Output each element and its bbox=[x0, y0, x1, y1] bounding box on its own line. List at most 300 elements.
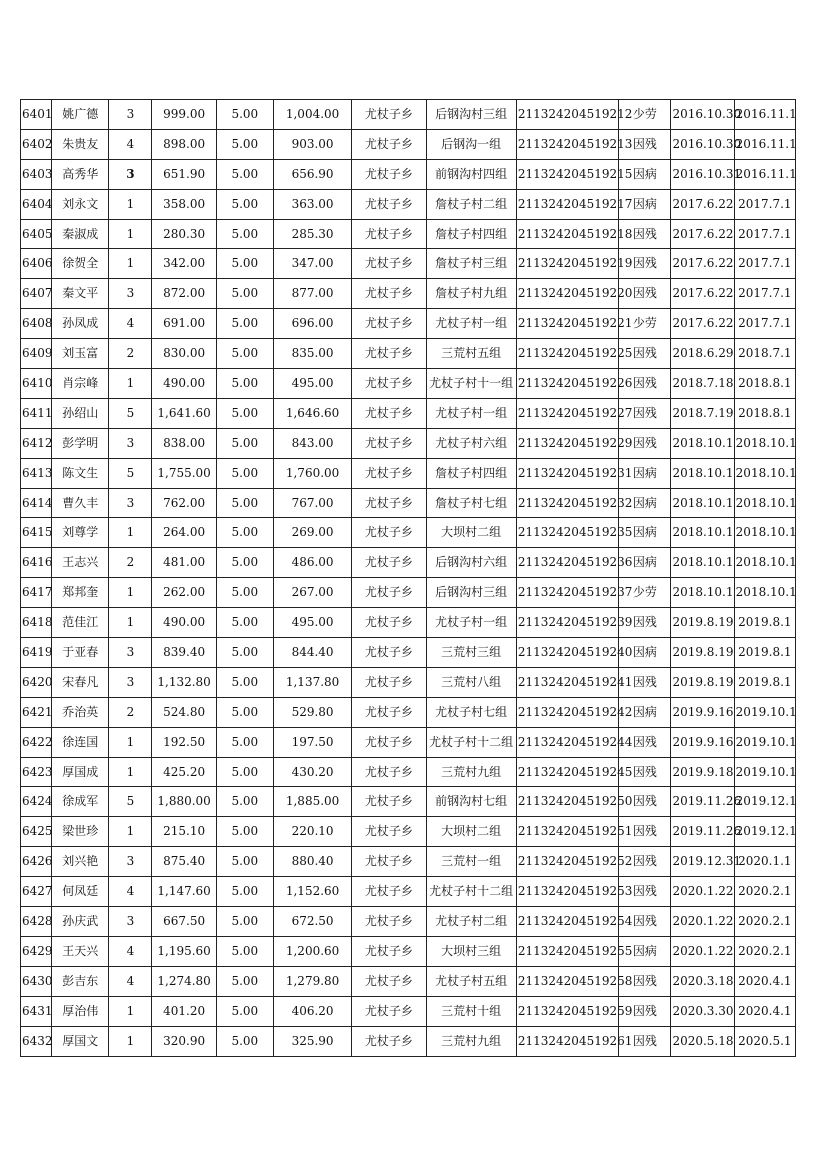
start-date-cell: 2020.5.1 bbox=[734, 1026, 795, 1056]
reason-cell: 因残 bbox=[619, 847, 671, 877]
monthly-amount-cell: 875.40 bbox=[152, 847, 216, 877]
row-index-cell: 6427 bbox=[21, 877, 52, 907]
total-amount-cell: 406.20 bbox=[273, 996, 351, 1026]
extra-amount-cell: 5.00 bbox=[216, 966, 273, 996]
village-group-cell: 大坝村三组 bbox=[426, 936, 516, 966]
household-size-cell: 5 bbox=[109, 398, 152, 428]
monthly-amount-cell: 215.10 bbox=[152, 817, 216, 847]
approval-date-cell: 2020.3.30 bbox=[671, 996, 734, 1026]
record-id-cell: 211324204519232 bbox=[516, 488, 618, 518]
start-date-cell: 2020.2.1 bbox=[734, 936, 795, 966]
household-size-cell: 3 bbox=[109, 428, 152, 458]
reason-cell: 因残 bbox=[619, 907, 671, 937]
household-size-cell: 1 bbox=[109, 249, 152, 279]
village-group-cell: 尤杖子村一组 bbox=[426, 398, 516, 428]
total-amount-cell: 529.80 bbox=[273, 697, 351, 727]
reason-cell: 少劳 bbox=[619, 578, 671, 608]
monthly-amount-cell: 192.50 bbox=[152, 727, 216, 757]
record-id-cell: 211324204519226 bbox=[516, 369, 618, 399]
start-date-cell: 2017.7.1 bbox=[734, 279, 795, 309]
row-index-cell: 6419 bbox=[21, 638, 52, 668]
extra-amount-cell: 5.00 bbox=[216, 608, 273, 638]
record-id-cell: 211324204519215 bbox=[516, 159, 618, 189]
approval-date-cell: 2017.6.22 bbox=[671, 189, 734, 219]
extra-amount-cell: 5.00 bbox=[216, 279, 273, 309]
monthly-amount-cell: 1,880.00 bbox=[152, 787, 216, 817]
start-date-cell: 2019.8.1 bbox=[734, 667, 795, 697]
row-index-cell: 6423 bbox=[21, 757, 52, 787]
township-cell: 尤杖子乡 bbox=[352, 966, 426, 996]
row-index-cell: 6431 bbox=[21, 996, 52, 1026]
record-id-cell: 211324204519258 bbox=[516, 966, 618, 996]
person-name-cell: 郑邦奎 bbox=[52, 578, 109, 608]
township-cell: 尤杖子乡 bbox=[352, 309, 426, 339]
extra-amount-cell: 5.00 bbox=[216, 249, 273, 279]
total-amount-cell: 656.90 bbox=[273, 159, 351, 189]
reason-cell: 因残 bbox=[619, 279, 671, 309]
monthly-amount-cell: 524.80 bbox=[152, 697, 216, 727]
record-id-cell: 211324204519253 bbox=[516, 877, 618, 907]
total-amount-cell: 486.00 bbox=[273, 548, 351, 578]
total-amount-cell: 197.50 bbox=[273, 727, 351, 757]
approval-date-cell: 2018.10.1 bbox=[671, 578, 734, 608]
extra-amount-cell: 5.00 bbox=[216, 518, 273, 548]
township-cell: 尤杖子乡 bbox=[352, 398, 426, 428]
person-name-cell: 朱贵友 bbox=[52, 129, 109, 159]
village-group-cell: 尤杖子村六组 bbox=[426, 428, 516, 458]
row-index-cell: 6429 bbox=[21, 936, 52, 966]
record-id-cell: 211324204519254 bbox=[516, 907, 618, 937]
village-group-cell: 大坝村二组 bbox=[426, 817, 516, 847]
total-amount-cell: 835.00 bbox=[273, 339, 351, 369]
table-row bbox=[21, 548, 796, 578]
row-index-cell: 6405 bbox=[21, 219, 52, 249]
extra-amount-cell: 5.00 bbox=[216, 727, 273, 757]
person-name-cell: 孙凤成 bbox=[52, 309, 109, 339]
reason-cell: 因残 bbox=[619, 1026, 671, 1056]
village-group-cell: 三荒村九组 bbox=[426, 1026, 516, 1056]
row-index-cell: 6409 bbox=[21, 339, 52, 369]
village-group-cell: 詹杖子村九组 bbox=[426, 279, 516, 309]
record-id-cell: 211324204519236 bbox=[516, 548, 618, 578]
person-name-cell: 于亚春 bbox=[52, 638, 109, 668]
monthly-amount-cell: 320.90 bbox=[152, 1026, 216, 1056]
approval-date-cell: 2016.10.30 bbox=[671, 129, 734, 159]
record-id-cell: 211324204519250 bbox=[516, 787, 618, 817]
township-cell: 尤杖子乡 bbox=[352, 189, 426, 219]
household-size-cell: 2 bbox=[109, 548, 152, 578]
person-name-cell: 曹久丰 bbox=[52, 488, 109, 518]
reason-cell: 因病 bbox=[619, 488, 671, 518]
start-date-cell: 2019.8.1 bbox=[734, 608, 795, 638]
monthly-amount-cell: 651.90 bbox=[152, 159, 216, 189]
extra-amount-cell: 5.00 bbox=[216, 189, 273, 219]
monthly-amount-cell: 999.00 bbox=[152, 100, 216, 130]
total-amount-cell: 880.40 bbox=[273, 847, 351, 877]
township-cell: 尤杖子乡 bbox=[352, 369, 426, 399]
monthly-amount-cell: 839.40 bbox=[152, 638, 216, 668]
start-date-cell: 2019.10.1 bbox=[734, 697, 795, 727]
record-id-cell: 211324204519237 bbox=[516, 578, 618, 608]
reason-cell: 因病 bbox=[619, 518, 671, 548]
township-cell: 尤杖子乡 bbox=[352, 548, 426, 578]
person-name-cell: 刘兴艳 bbox=[52, 847, 109, 877]
start-date-cell: 2018.7.1 bbox=[734, 339, 795, 369]
monthly-amount-cell: 490.00 bbox=[152, 369, 216, 399]
total-amount-cell: 430.20 bbox=[273, 757, 351, 787]
person-name-cell: 何凤廷 bbox=[52, 877, 109, 907]
table-row bbox=[21, 608, 796, 638]
monthly-amount-cell: 691.00 bbox=[152, 309, 216, 339]
village-group-cell: 尤杖子村五组 bbox=[426, 966, 516, 996]
reason-cell: 因病 bbox=[619, 458, 671, 488]
person-name-cell: 彭吉东 bbox=[52, 966, 109, 996]
row-index-cell: 6420 bbox=[21, 667, 52, 697]
start-date-cell: 2016.11.1 bbox=[734, 100, 795, 130]
household-size-cell: 1 bbox=[109, 518, 152, 548]
approval-date-cell: 2020.1.22 bbox=[671, 907, 734, 937]
person-name-cell: 徐贺全 bbox=[52, 249, 109, 279]
township-cell: 尤杖子乡 bbox=[352, 578, 426, 608]
monthly-amount-cell: 262.00 bbox=[152, 578, 216, 608]
approval-date-cell: 2017.6.22 bbox=[671, 309, 734, 339]
extra-amount-cell: 5.00 bbox=[216, 458, 273, 488]
record-id-cell: 211324204519261 bbox=[516, 1026, 618, 1056]
reason-cell: 因残 bbox=[619, 219, 671, 249]
table-row bbox=[21, 309, 796, 339]
record-id-cell: 211324204519229 bbox=[516, 428, 618, 458]
village-group-cell: 后钢沟村三组 bbox=[426, 100, 516, 130]
extra-amount-cell: 5.00 bbox=[216, 757, 273, 787]
township-cell: 尤杖子乡 bbox=[352, 428, 426, 458]
table-row bbox=[21, 877, 796, 907]
person-name-cell: 徐连国 bbox=[52, 727, 109, 757]
start-date-cell: 2017.7.1 bbox=[734, 309, 795, 339]
household-size-cell: 3 bbox=[109, 159, 152, 189]
record-id-cell: 211324204519212 bbox=[516, 100, 618, 130]
extra-amount-cell: 5.00 bbox=[216, 398, 273, 428]
village-group-cell: 三荒村八组 bbox=[426, 667, 516, 697]
total-amount-cell: 363.00 bbox=[273, 189, 351, 219]
extra-amount-cell: 5.00 bbox=[216, 100, 273, 130]
table-row bbox=[21, 1026, 796, 1056]
table-row bbox=[21, 996, 796, 1026]
village-group-cell: 詹杖子村四组 bbox=[426, 219, 516, 249]
person-name-cell: 王志兴 bbox=[52, 548, 109, 578]
table-row bbox=[21, 488, 796, 518]
household-size-cell: 3 bbox=[109, 638, 152, 668]
household-size-cell: 1 bbox=[109, 189, 152, 219]
monthly-amount-cell: 425.20 bbox=[152, 757, 216, 787]
monthly-amount-cell: 490.00 bbox=[152, 608, 216, 638]
village-group-cell: 尤杖子村一组 bbox=[426, 608, 516, 638]
total-amount-cell: 220.10 bbox=[273, 817, 351, 847]
record-id-cell: 211324204519241 bbox=[516, 667, 618, 697]
township-cell: 尤杖子乡 bbox=[352, 129, 426, 159]
household-size-cell: 3 bbox=[109, 667, 152, 697]
approval-date-cell: 2017.6.22 bbox=[671, 219, 734, 249]
row-index-cell: 6428 bbox=[21, 907, 52, 937]
approval-date-cell: 2019.8.19 bbox=[671, 638, 734, 668]
row-index-cell: 6415 bbox=[21, 518, 52, 548]
row-index-cell: 6432 bbox=[21, 1026, 52, 1056]
extra-amount-cell: 5.00 bbox=[216, 697, 273, 727]
start-date-cell: 2018.8.1 bbox=[734, 369, 795, 399]
township-cell: 尤杖子乡 bbox=[352, 100, 426, 130]
village-group-cell: 尤杖子村十一组 bbox=[426, 369, 516, 399]
household-size-cell: 3 bbox=[109, 907, 152, 937]
approval-date-cell: 2019.9.16 bbox=[671, 697, 734, 727]
township-cell: 尤杖子乡 bbox=[352, 907, 426, 937]
start-date-cell: 2016.11.1 bbox=[734, 159, 795, 189]
row-index-cell: 6408 bbox=[21, 309, 52, 339]
village-group-cell: 三荒村九组 bbox=[426, 757, 516, 787]
village-group-cell: 詹杖子村七组 bbox=[426, 488, 516, 518]
reason-cell: 因残 bbox=[619, 787, 671, 817]
household-size-cell: 1 bbox=[109, 578, 152, 608]
person-name-cell: 高秀华 bbox=[52, 159, 109, 189]
record-id-cell: 211324204519252 bbox=[516, 847, 618, 877]
township-cell: 尤杖子乡 bbox=[352, 697, 426, 727]
total-amount-cell: 347.00 bbox=[273, 249, 351, 279]
extra-amount-cell: 5.00 bbox=[216, 548, 273, 578]
start-date-cell: 2017.7.1 bbox=[734, 249, 795, 279]
village-group-cell: 詹杖子村三组 bbox=[426, 249, 516, 279]
total-amount-cell: 325.90 bbox=[273, 1026, 351, 1056]
table-row bbox=[21, 638, 796, 668]
extra-amount-cell: 5.00 bbox=[216, 428, 273, 458]
extra-amount-cell: 5.00 bbox=[216, 847, 273, 877]
total-amount-cell: 1,885.00 bbox=[273, 787, 351, 817]
village-group-cell: 尤杖子村七组 bbox=[426, 697, 516, 727]
start-date-cell: 2018.10.1 bbox=[734, 518, 795, 548]
extra-amount-cell: 5.00 bbox=[216, 219, 273, 249]
person-name-cell: 刘永文 bbox=[52, 189, 109, 219]
start-date-cell: 2020.2.1 bbox=[734, 877, 795, 907]
row-index-cell: 6426 bbox=[21, 847, 52, 877]
start-date-cell: 2018.10.1 bbox=[734, 458, 795, 488]
extra-amount-cell: 5.00 bbox=[216, 309, 273, 339]
record-id-cell: 211324204519220 bbox=[516, 279, 618, 309]
row-index-cell: 6422 bbox=[21, 727, 52, 757]
start-date-cell: 2020.4.1 bbox=[734, 966, 795, 996]
record-id-cell: 211324204519219 bbox=[516, 249, 618, 279]
approval-date-cell: 2019.8.19 bbox=[671, 667, 734, 697]
household-size-cell: 4 bbox=[109, 309, 152, 339]
approval-date-cell: 2019.8.19 bbox=[671, 608, 734, 638]
village-group-cell: 尤杖子村十二组 bbox=[426, 727, 516, 757]
total-amount-cell: 285.30 bbox=[273, 219, 351, 249]
extra-amount-cell: 5.00 bbox=[216, 936, 273, 966]
person-name-cell: 梁世珍 bbox=[52, 817, 109, 847]
household-size-cell: 5 bbox=[109, 787, 152, 817]
village-group-cell: 大坝村二组 bbox=[426, 518, 516, 548]
table-row bbox=[21, 219, 796, 249]
reason-cell: 因残 bbox=[619, 757, 671, 787]
reason-cell: 因残 bbox=[619, 339, 671, 369]
approval-date-cell: 2020.1.22 bbox=[671, 936, 734, 966]
row-index-cell: 6421 bbox=[21, 697, 52, 727]
table-row bbox=[21, 279, 796, 309]
reason-cell: 因残 bbox=[619, 369, 671, 399]
reason-cell: 少劳 bbox=[619, 100, 671, 130]
row-index-cell: 6404 bbox=[21, 189, 52, 219]
household-size-cell: 1 bbox=[109, 1026, 152, 1056]
total-amount-cell: 843.00 bbox=[273, 428, 351, 458]
row-index-cell: 6410 bbox=[21, 369, 52, 399]
record-id-cell: 211324204519242 bbox=[516, 697, 618, 727]
row-index-cell: 6418 bbox=[21, 608, 52, 638]
start-date-cell: 2018.10.1 bbox=[734, 428, 795, 458]
monthly-amount-cell: 401.20 bbox=[152, 996, 216, 1026]
approval-date-cell: 2016.10.30 bbox=[671, 100, 734, 130]
village-group-cell: 尤杖子村一组 bbox=[426, 309, 516, 339]
approval-date-cell: 2018.6.29 bbox=[671, 339, 734, 369]
reason-cell: 因残 bbox=[619, 817, 671, 847]
record-id-cell: 211324204519213 bbox=[516, 129, 618, 159]
start-date-cell: 2016.11.1 bbox=[734, 129, 795, 159]
row-index-cell: 6411 bbox=[21, 398, 52, 428]
extra-amount-cell: 5.00 bbox=[216, 369, 273, 399]
record-id-cell: 211324204519245 bbox=[516, 757, 618, 787]
village-group-cell: 后钢沟村六组 bbox=[426, 548, 516, 578]
start-date-cell: 2019.10.1 bbox=[734, 727, 795, 757]
approval-date-cell: 2019.9.18 bbox=[671, 757, 734, 787]
reason-cell: 因病 bbox=[619, 159, 671, 189]
person-name-cell: 宋春凡 bbox=[52, 667, 109, 697]
approval-date-cell: 2018.7.18 bbox=[671, 369, 734, 399]
household-size-cell: 3 bbox=[109, 100, 152, 130]
township-cell: 尤杖子乡 bbox=[352, 877, 426, 907]
approval-date-cell: 2019.11.26 bbox=[671, 817, 734, 847]
village-group-cell: 三荒村十组 bbox=[426, 996, 516, 1026]
start-date-cell: 2018.10.1 bbox=[734, 488, 795, 518]
reason-cell: 少劳 bbox=[619, 309, 671, 339]
reason-cell: 因残 bbox=[619, 428, 671, 458]
monthly-amount-cell: 830.00 bbox=[152, 339, 216, 369]
table-row bbox=[21, 578, 796, 608]
person-name-cell: 彭学明 bbox=[52, 428, 109, 458]
extra-amount-cell: 5.00 bbox=[216, 638, 273, 668]
reason-cell: 因残 bbox=[619, 966, 671, 996]
approval-date-cell: 2018.10.1 bbox=[671, 518, 734, 548]
extra-amount-cell: 5.00 bbox=[216, 339, 273, 369]
township-cell: 尤杖子乡 bbox=[352, 667, 426, 697]
approval-date-cell: 2020.5.18 bbox=[671, 1026, 734, 1056]
reason-cell: 因残 bbox=[619, 727, 671, 757]
monthly-amount-cell: 1,195.60 bbox=[152, 936, 216, 966]
person-name-cell: 厚国成 bbox=[52, 757, 109, 787]
total-amount-cell: 696.00 bbox=[273, 309, 351, 339]
monthly-amount-cell: 1,132.80 bbox=[152, 667, 216, 697]
reason-cell: 因病 bbox=[619, 189, 671, 219]
record-id-cell: 211324204519239 bbox=[516, 608, 618, 638]
monthly-amount-cell: 1,147.60 bbox=[152, 877, 216, 907]
village-group-cell: 尤杖子村二组 bbox=[426, 907, 516, 937]
total-amount-cell: 1,760.00 bbox=[273, 458, 351, 488]
record-id-cell: 211324204519240 bbox=[516, 638, 618, 668]
table-row bbox=[21, 369, 796, 399]
monthly-amount-cell: 280.30 bbox=[152, 219, 216, 249]
table-row bbox=[21, 966, 796, 996]
township-cell: 尤杖子乡 bbox=[352, 339, 426, 369]
household-size-cell: 1 bbox=[109, 219, 152, 249]
row-index-cell: 6403 bbox=[21, 159, 52, 189]
household-size-cell: 1 bbox=[109, 369, 152, 399]
record-id-cell: 211324204519244 bbox=[516, 727, 618, 757]
reason-cell: 因残 bbox=[619, 877, 671, 907]
total-amount-cell: 1,200.60 bbox=[273, 936, 351, 966]
person-name-cell: 徐成军 bbox=[52, 787, 109, 817]
person-name-cell: 王天兴 bbox=[52, 936, 109, 966]
start-date-cell: 2018.10.1 bbox=[734, 578, 795, 608]
monthly-amount-cell: 342.00 bbox=[152, 249, 216, 279]
table-row bbox=[21, 100, 796, 130]
village-group-cell: 后钢沟一组 bbox=[426, 129, 516, 159]
record-id-cell: 211324204519218 bbox=[516, 219, 618, 249]
extra-amount-cell: 5.00 bbox=[216, 907, 273, 937]
total-amount-cell: 1,279.80 bbox=[273, 966, 351, 996]
household-size-cell: 1 bbox=[109, 817, 152, 847]
row-index-cell: 6414 bbox=[21, 488, 52, 518]
table-row bbox=[21, 907, 796, 937]
person-name-cell: 陈文生 bbox=[52, 458, 109, 488]
person-name-cell: 秦文平 bbox=[52, 279, 109, 309]
village-group-cell: 前钢沟村四组 bbox=[426, 159, 516, 189]
reason-cell: 因病 bbox=[619, 548, 671, 578]
township-cell: 尤杖子乡 bbox=[352, 727, 426, 757]
person-name-cell: 范佳江 bbox=[52, 608, 109, 638]
total-amount-cell: 269.00 bbox=[273, 518, 351, 548]
household-size-cell: 1 bbox=[109, 608, 152, 638]
start-date-cell: 2017.7.1 bbox=[734, 219, 795, 249]
household-size-cell: 2 bbox=[109, 339, 152, 369]
table-row bbox=[21, 817, 796, 847]
reason-cell: 因残 bbox=[619, 667, 671, 697]
village-group-cell: 詹杖子村二组 bbox=[426, 189, 516, 219]
township-cell: 尤杖子乡 bbox=[352, 817, 426, 847]
village-group-cell: 三荒村三组 bbox=[426, 638, 516, 668]
total-amount-cell: 767.00 bbox=[273, 488, 351, 518]
village-group-cell: 三荒村一组 bbox=[426, 847, 516, 877]
person-name-cell: 厚治伟 bbox=[52, 996, 109, 1026]
person-name-cell: 厚国文 bbox=[52, 1026, 109, 1056]
reason-cell: 因残 bbox=[619, 608, 671, 638]
row-index-cell: 6430 bbox=[21, 966, 52, 996]
approval-date-cell: 2019.9.16 bbox=[671, 727, 734, 757]
monthly-amount-cell: 872.00 bbox=[152, 279, 216, 309]
total-amount-cell: 1,646.60 bbox=[273, 398, 351, 428]
monthly-amount-cell: 1,641.60 bbox=[152, 398, 216, 428]
household-size-cell: 3 bbox=[109, 279, 152, 309]
monthly-amount-cell: 358.00 bbox=[152, 189, 216, 219]
total-amount-cell: 267.00 bbox=[273, 578, 351, 608]
table-row bbox=[21, 428, 796, 458]
reason-cell: 因残 bbox=[619, 996, 671, 1026]
start-date-cell: 2019.12.1 bbox=[734, 787, 795, 817]
record-id-cell: 211324204519217 bbox=[516, 189, 618, 219]
approval-date-cell: 2018.10.1 bbox=[671, 548, 734, 578]
extra-amount-cell: 5.00 bbox=[216, 1026, 273, 1056]
row-index-cell: 6412 bbox=[21, 428, 52, 458]
extra-amount-cell: 5.00 bbox=[216, 877, 273, 907]
total-amount-cell: 1,137.80 bbox=[273, 667, 351, 697]
table-row bbox=[21, 518, 796, 548]
start-date-cell: 2020.2.1 bbox=[734, 907, 795, 937]
household-size-cell: 4 bbox=[109, 966, 152, 996]
household-size-cell: 1 bbox=[109, 757, 152, 787]
person-name-cell: 乔治英 bbox=[52, 697, 109, 727]
